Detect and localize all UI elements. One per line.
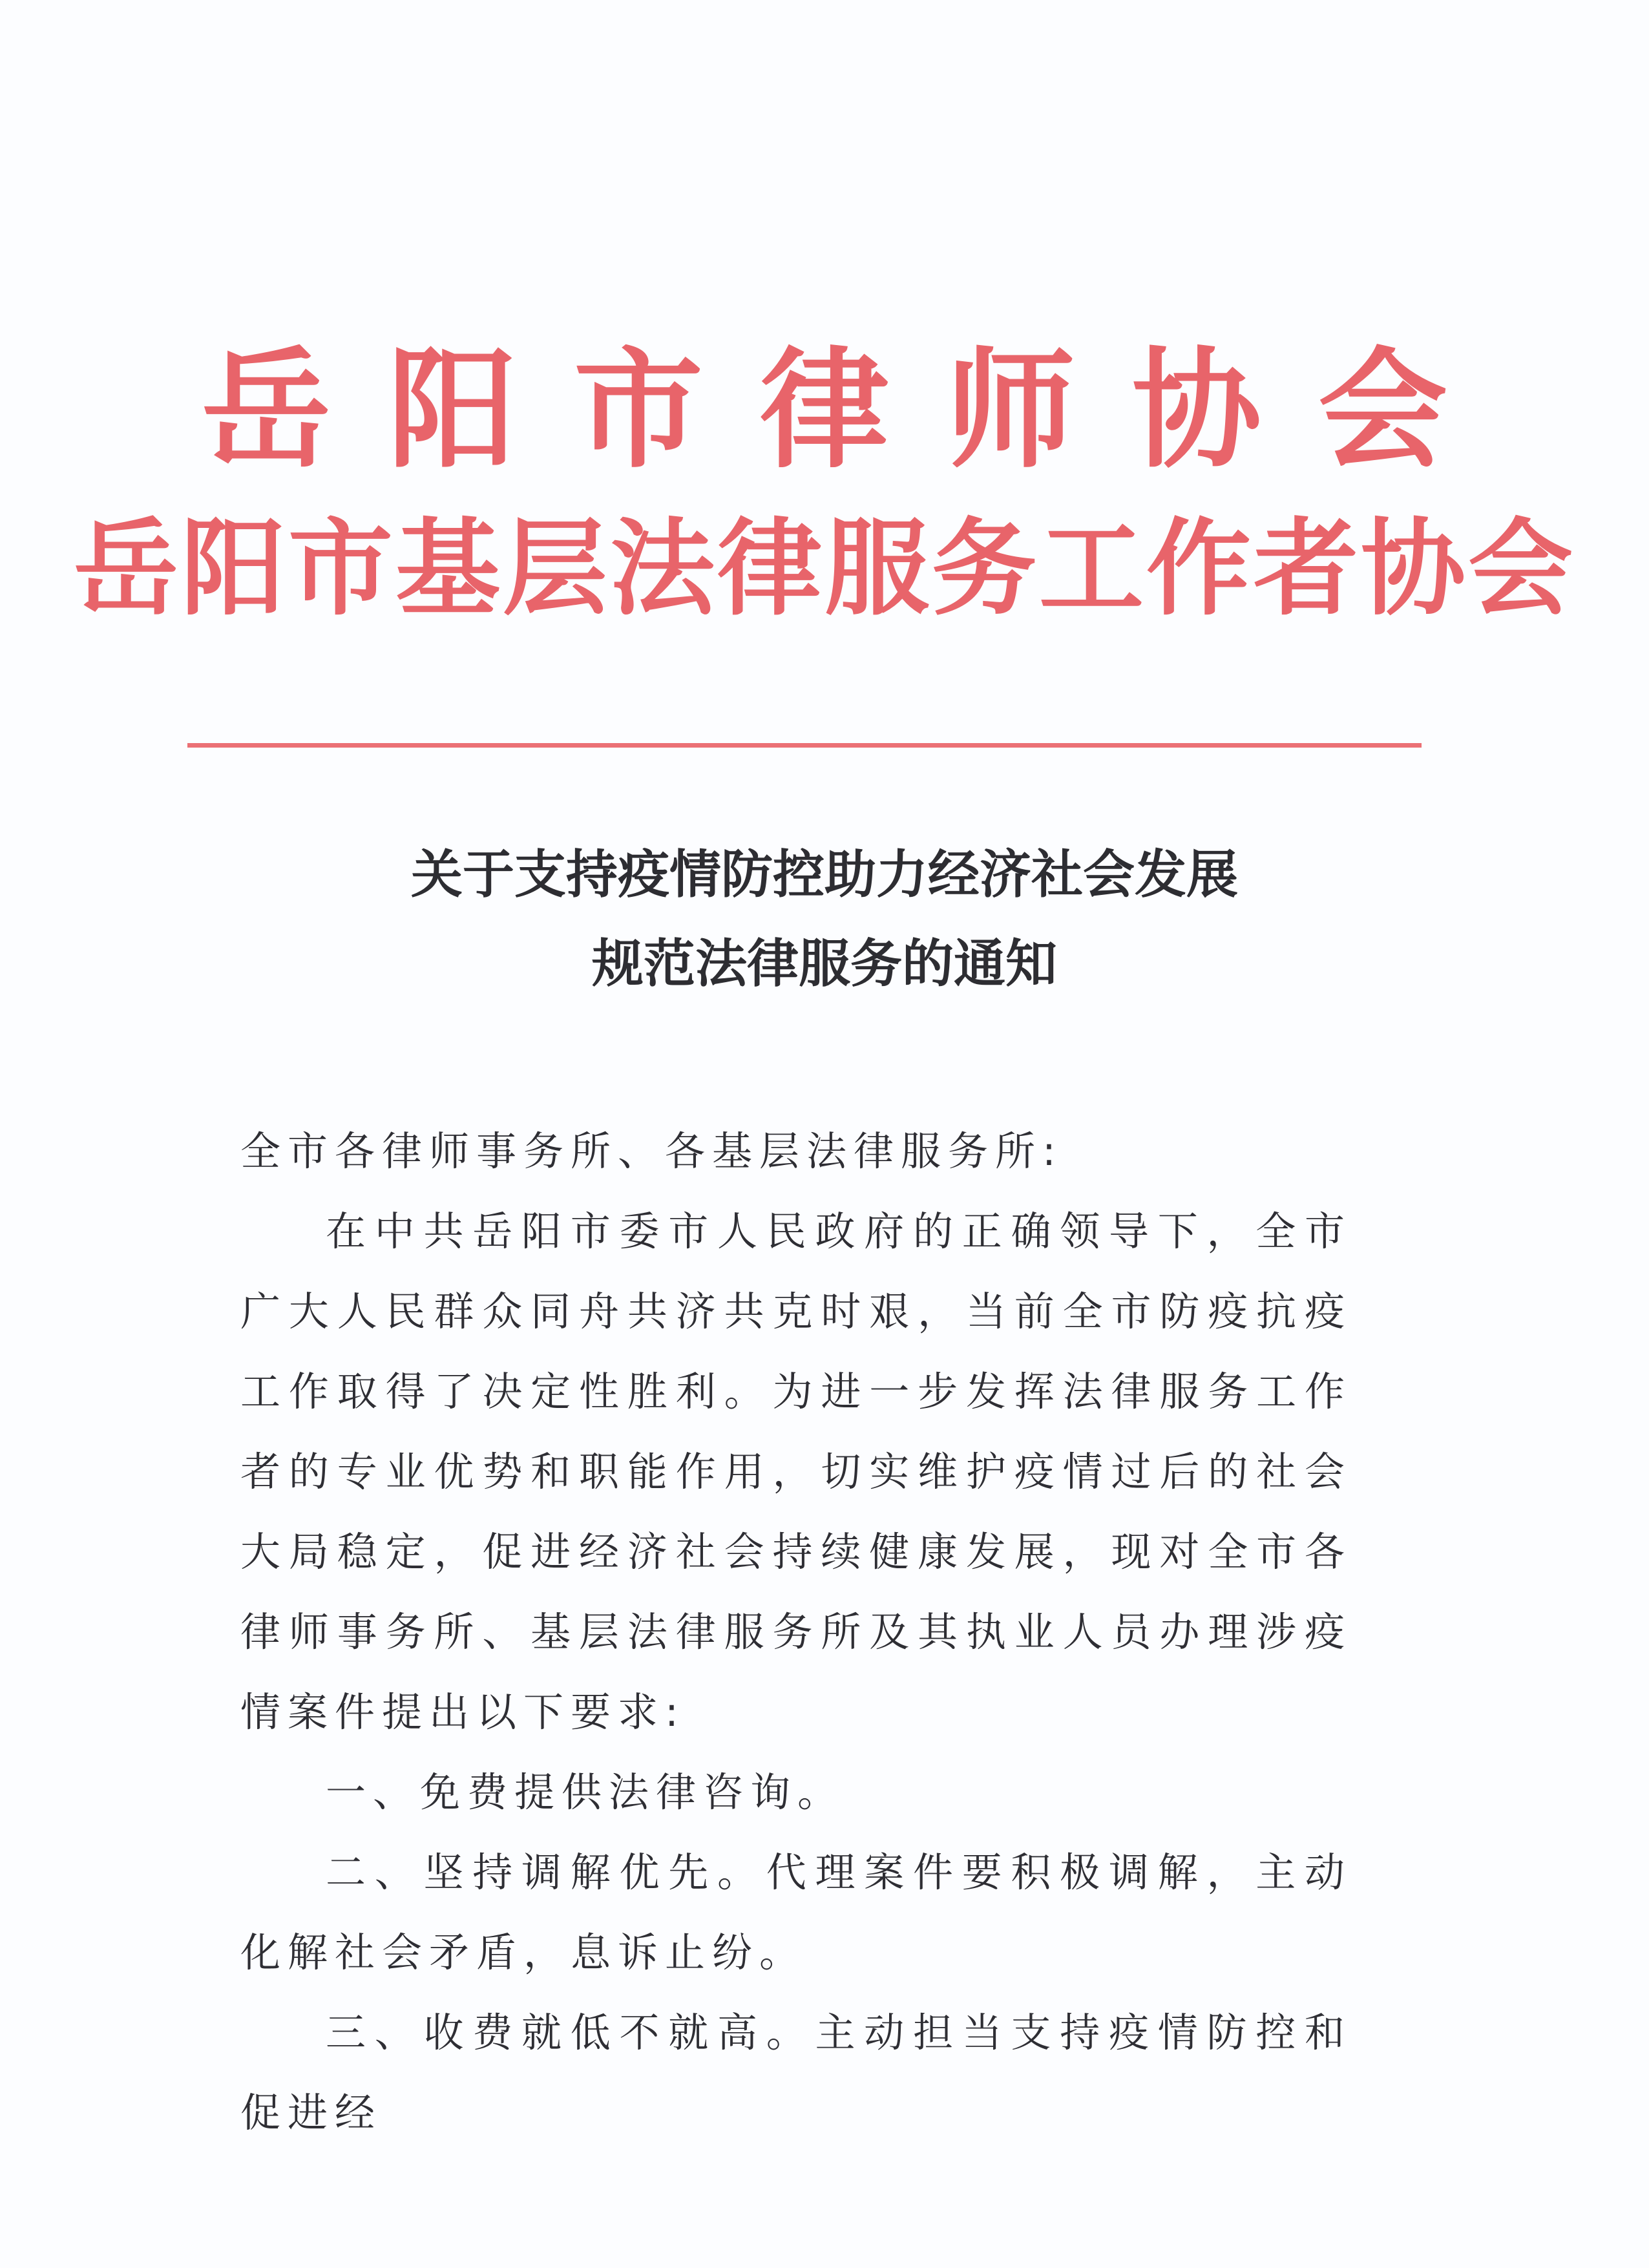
document-body: [240, 1111, 1352, 2153]
requirement-item-3: 三、收费就低不就高。主动担当支持疫情防控和促进经: [240, 2009, 1352, 2136]
intro-paragraph: 在中共岳阳市委市人民政府的正确领导下，全市广大人民群众同舟共济共克时艰，当前全市防疫抗疫工作取得了决定性胜利。为进一步发挥法律服务工作者的专业优势和职能作用，切实维护疫情过后的社会大局稳定，促进经济社会持续健康发展，现对全市各律师事务所、基层法律服务所及其执业人员办理涉疫情案件提出以下要求:: [240, 1208, 1352, 1736]
issuer-name-lawyers-association: 岳阳市律师协会: [201, 334, 1504, 486]
issuer-name-grassroots-legal-association: 岳阳市基层法律服务工作者协会: [74, 507, 1575, 630]
requirement-item-2: 二、坚持调解优先。代理案件要积极调解，主动化解社会矛盾，息诉止纷。: [240, 1849, 1352, 1976]
red-header-divider: [187, 743, 1422, 748]
document-title-line-2: 规范法律服务的通知: [592, 933, 1057, 994]
document-title-line-1: 关于支持疫情防控助力经济社会发展: [411, 844, 1238, 905]
requirement-item-1: 一、免费提供法律咨询。: [326, 1769, 845, 1816]
salutation: 全市各律师事务所、各基层法律服务所:: [240, 1128, 1063, 1175]
